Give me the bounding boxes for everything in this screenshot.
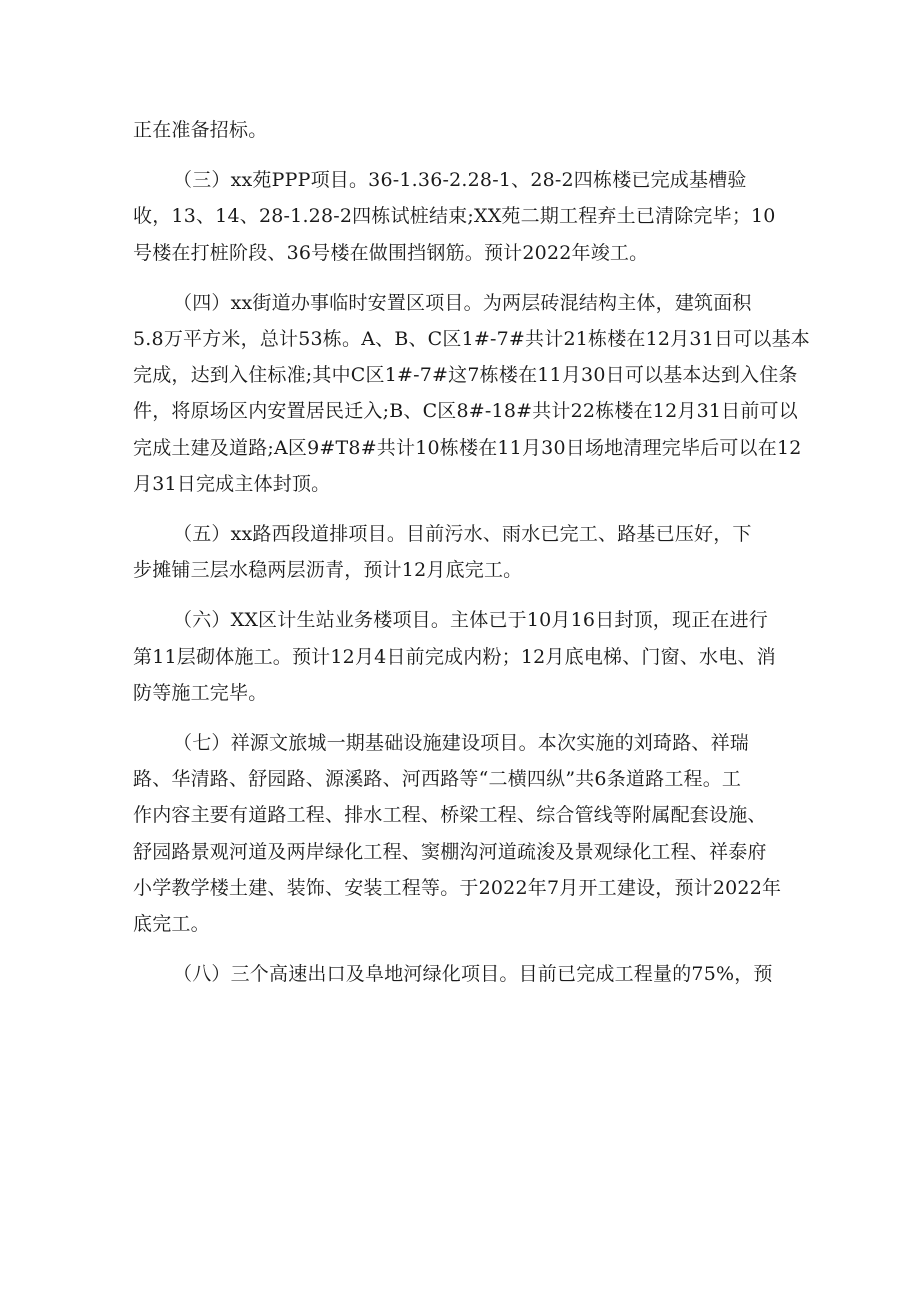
paragraph-item-3 xyxy=(133,162,793,271)
text-line: 5.8万平方米，总计53栋。A、B、C区1#-7#共计21栋楼在12月31日可以基本 xyxy=(133,328,810,351)
text-line: （三）xx苑PPP项目。36-1.36-2.28-1、28-2四栋楼已完成基槽验 xyxy=(173,169,747,192)
paragraph-item-6 xyxy=(133,602,793,711)
text-line: 正在准备招标。 xyxy=(133,119,268,141)
text-line: 底完工。 xyxy=(133,913,210,936)
paragraph-item-7 xyxy=(133,725,793,942)
text-line: （四）xx街道办事临时安置区项目。为两层砖混结构主体，建筑面积 xyxy=(173,291,752,314)
text-line: 防等施工完毕。 xyxy=(133,681,268,704)
document-body xyxy=(133,112,810,992)
text-line: （六）XX区计生站业务楼项目。主体已于10月16日封顶，现正在进行 xyxy=(173,609,769,632)
paragraph-continuation xyxy=(133,112,793,148)
text-line: 小学教学楼土建、装饰、安装工程等。于2022年7月开工建设，预计2022年 xyxy=(133,876,782,899)
text-line: 号楼在打桩阶段、36号楼在做围挡钢筋。预计2022年竣工。 xyxy=(133,241,649,264)
text-line: 收，13、14、28-1.28-2四栋试桩结束;XX苑二期工程弃土已清除完毕；10 xyxy=(133,205,776,228)
paragraph-item-8 xyxy=(133,956,793,992)
paragraph-item-5 xyxy=(133,516,793,588)
text-line: 路、华清路、舒园路、源溪路、河西路等“二横四纵”共6条道路工程。工 xyxy=(133,768,742,791)
text-line: 步摊铺三层水稳两层沥青，预计12月底完工。 xyxy=(133,559,523,582)
text-line: 完成，达到入住标准;其中C区1#-7#这7栋楼在11月30日可以基本达到入住条 xyxy=(133,364,798,387)
text-line: 作内容主要有道路工程、排水工程、桥梁工程、综合管线等附属配套设施、 xyxy=(133,804,767,827)
text-line: 月31日完成主体封顶。 xyxy=(133,472,331,495)
text-line: 件，将原场区内安置居民迁入;B、C区8#-18#共计22栋楼在12月31日前可以 xyxy=(133,400,798,423)
text-line: 完成土建及道路;A区9#T8#共计10栋楼在11月30日场地清理完毕后可以在12 xyxy=(133,436,802,459)
text-line: （八）三个高速出口及阜地河绿化项目。目前已完成工程量的75%，预 xyxy=(173,963,773,986)
text-line: 舒园路景观河道及两岸绿化工程、窦棚沟河道疏浚及景观绿化工程、祥泰府 xyxy=(133,840,767,863)
text-line: （五）xx路西段道排项目。目前污水、雨水已完工、路基已压好，下 xyxy=(173,523,752,546)
paragraph-item-4 xyxy=(133,285,810,502)
text-line: （七）祥源文旅城一期基础设施建设项目。本次实施的刘琦路、祥瑞 xyxy=(173,732,750,755)
text-line: 第11层砌体施工。预计12月4日前完成内粉；12月底电梯、门窗、水电、消 xyxy=(133,645,776,668)
